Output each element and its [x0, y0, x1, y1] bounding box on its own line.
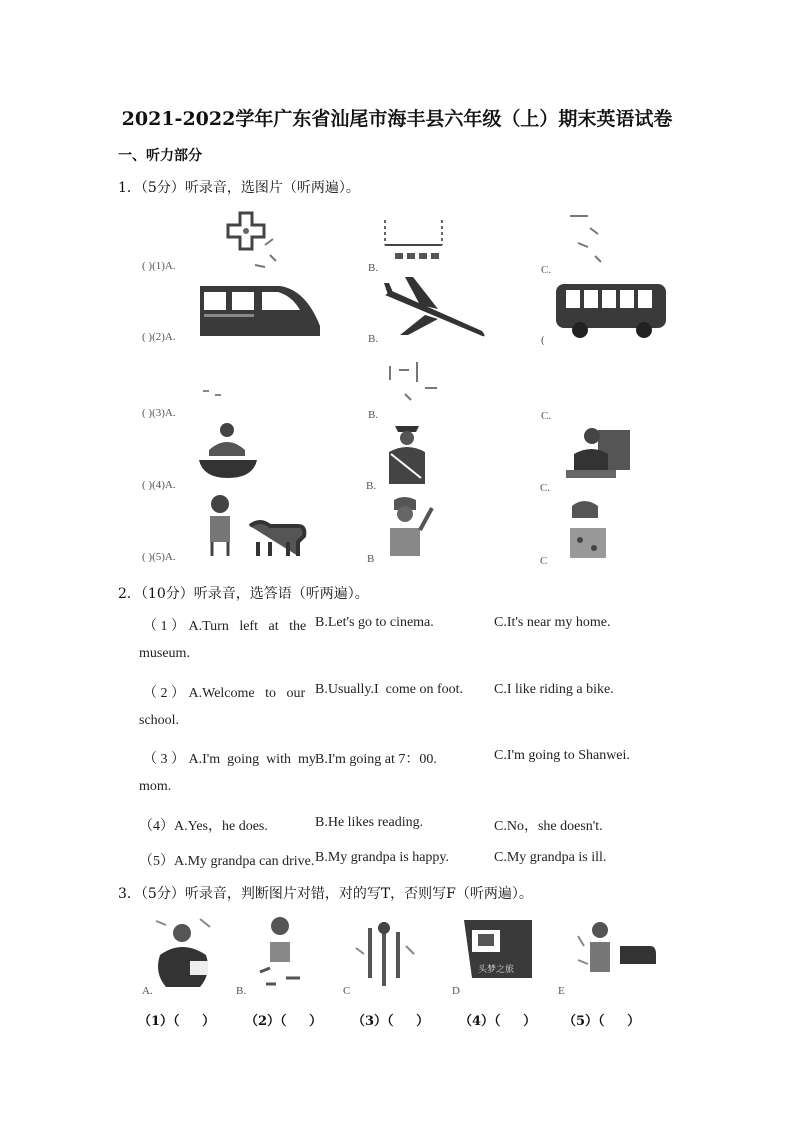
q2-item4-option-b: B.He likes reading. [315, 815, 424, 830]
q1-row4-label-b: B. [366, 480, 377, 492]
q1-row3-label-b: B. [368, 409, 379, 421]
q1-row1-label-c: C. [541, 264, 552, 276]
q1-row2-label-a: ( )(2)A. [142, 331, 176, 343]
bus-picture [552, 280, 670, 340]
q1-row3-label-a: ( )(3)A. [142, 407, 176, 419]
q2-item3-wrap: mom. [139, 779, 172, 794]
q2-item2-option-b: B.Usually.I come on foot. [315, 682, 464, 697]
tf-letter-d: D [452, 985, 460, 997]
train-picture [196, 278, 326, 340]
q2-item1-option-b: B.Let's go to cinema. [315, 615, 434, 630]
cinema-seats-picture [380, 215, 450, 270]
q2-item2-option-a: （ 2 ） A.Welcome to our [143, 686, 306, 701]
q1-row2-label-b: B. [368, 333, 379, 345]
q1-row5-label-c: C [540, 555, 548, 567]
q2-item1-option-c: C.It's near my home. [494, 615, 611, 630]
girl-playing-picture [560, 496, 620, 562]
tf-letter-b: B. [236, 985, 247, 997]
tf-letter-a: A. [142, 985, 153, 997]
q1-row5-label-a: ( )(5)A. [142, 551, 176, 563]
girl-with-dog-picture [200, 492, 310, 562]
q1-row5-label-b: B [367, 553, 375, 565]
tf-picture-d-sign-text: 头梦之旅 [478, 965, 515, 975]
hospital-sign-picture [200, 205, 300, 275]
q1-row2-label-c: ( [541, 334, 545, 346]
faint-scene-picture [560, 208, 620, 268]
q2-item5-option-c: C.My grandpa is ill. [494, 850, 607, 865]
q2-item1-option-a: （ 1 ） A.Turn left at the [143, 619, 307, 634]
tf-answer-1[interactable]: （1）（ ） [138, 1014, 216, 1029]
question-3-heading: 3．（5分）听录音，判断图片对错，对的写T，否则写F（听两遍）。 [118, 886, 533, 902]
faint-picture-3a [195, 385, 235, 410]
q1-row1-label-a: ( )(1)A. [142, 260, 176, 272]
tf-picture-d [460, 914, 536, 984]
q2-item3-option-b: B.I'm going at 7：00. [315, 752, 437, 767]
q2-item2-option-c: C.I like riding a bike. [494, 682, 614, 697]
q1-row4-label-a: ( )(4)A. [142, 479, 176, 491]
q2-item4-option-c: C.No，she doesn't. [494, 819, 603, 834]
tf-picture-b [250, 912, 310, 992]
q2-item2-wrap: school. [139, 713, 180, 728]
q2-item1-wrap: museum. [139, 646, 190, 661]
q2-item4-option-a: （4）A.Yes，he does. [139, 819, 268, 834]
student-at-desk-picture [195, 420, 261, 486]
tf-answer-2[interactable]: （2）（ ） [245, 1014, 323, 1029]
section-heading: 一、听力部分 [118, 148, 202, 164]
q2-item5-option-a: （5）A.My grandpa can drive. [139, 854, 315, 869]
tf-letter-e: E [558, 985, 565, 997]
tf-answer-4[interactable]: （4）（ ） [459, 1014, 537, 1029]
postman-picture [375, 420, 435, 488]
tf-letter-c: C [343, 985, 351, 997]
q2-item5-option-b: B.My grandpa is happy. [315, 850, 450, 865]
man-at-desk-picture [560, 420, 632, 488]
tf-picture-c [350, 918, 420, 994]
tf-picture-e [570, 916, 660, 986]
question-2-heading: 2．（10分）听录音，选答语（听两遍）。 [118, 586, 369, 602]
page-title: 2021-2022学年广东省汕尾市海丰县六年级（上）期末英语试卷 [121, 108, 673, 130]
airplane-picture [380, 275, 490, 340]
q2-item3-option-a: （ 3 ） A.I'm going with my [143, 752, 316, 767]
boy-waving-picture [380, 492, 440, 562]
q1-row4-label-c: C. [540, 482, 551, 494]
tf-answer-5[interactable]: （5）（ ） [563, 1014, 641, 1029]
q2-item3-option-c: C.I'm going to Shanwei. [494, 748, 630, 763]
q1-row3-label-c: C. [541, 410, 552, 422]
tf-answer-3[interactable]: （3）（ ） [352, 1014, 430, 1029]
q1-row1-label-b: B. [368, 262, 379, 274]
tf-picture-a [150, 915, 220, 995]
question-1-heading: 1．（5分）听录音，选图片（听两遍）。 [118, 180, 360, 196]
faint-picture-3b [385, 358, 445, 406]
